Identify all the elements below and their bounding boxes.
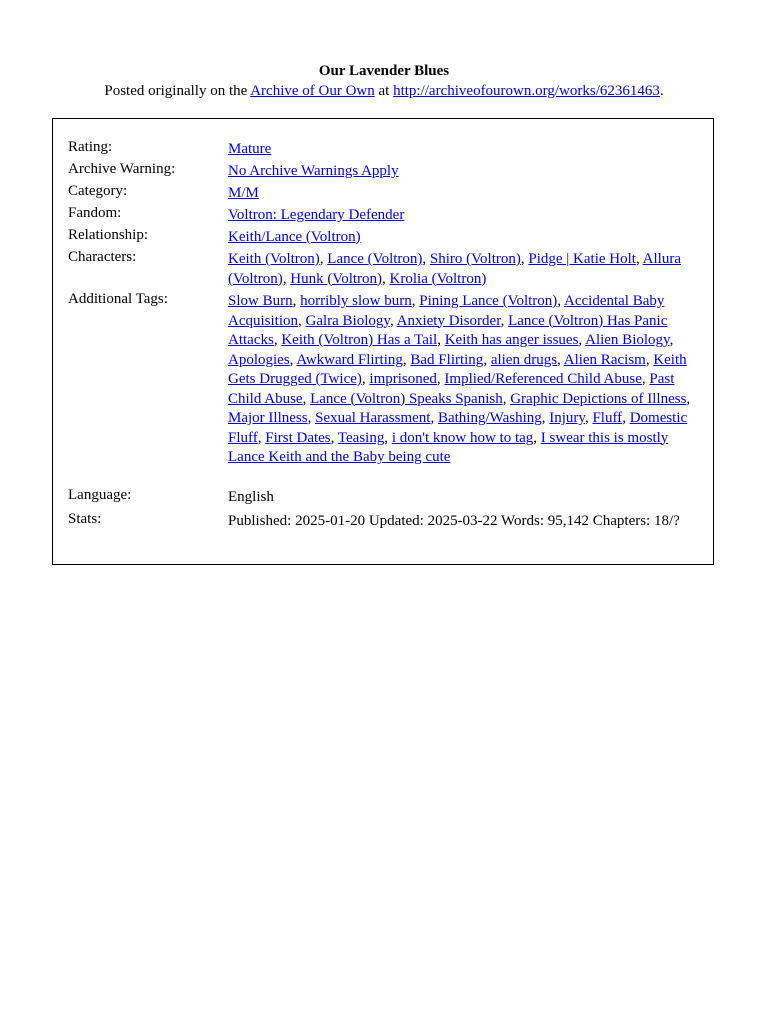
language-label: Language: <box>68 487 132 503</box>
tag-separator: , <box>384 429 392 446</box>
tag-link[interactable]: I swear this is mostly Lance Keith and the Baby being cute <box>228 429 669 465</box>
tag-separator: , <box>669 332 674 348</box>
tag-link[interactable]: Lance (Voltron) Has Panic Attacks <box>228 312 668 348</box>
work-title: Our Lavender Blues <box>318 63 450 79</box>
warning-value <box>228 162 703 182</box>
tag-separator: , <box>578 332 586 348</box>
tag-separator: , <box>483 351 491 368</box>
tag-link[interactable]: Galra Biology <box>305 312 390 329</box>
warning-label: Archive Warning: <box>68 161 176 177</box>
tag-link[interactable]: Bathing/Washing <box>437 410 542 426</box>
tag-link[interactable]: Major Illness <box>228 410 308 426</box>
tag-separator: , <box>289 351 297 368</box>
stats-label: Stats: <box>68 511 102 527</box>
tag-link[interactable]: imprisoned <box>369 371 437 387</box>
tag-link[interactable]: Keith has anger issues <box>444 332 579 348</box>
fandom-label: Fandom: <box>68 205 122 221</box>
tag-link[interactable]: Alien Biology <box>585 332 670 348</box>
tag-separator: , <box>641 371 650 387</box>
category-label: Category: <box>68 183 128 199</box>
tag-separator: , <box>645 351 654 368</box>
rating-value <box>228 140 703 160</box>
tag-link[interactable]: Anxiety Disorder <box>396 312 501 329</box>
tag-separator: , <box>257 429 266 446</box>
tag-link[interactable]: Lance (Voltron) Speaks Spanish <box>310 390 503 407</box>
tag-separator: , <box>319 251 328 267</box>
tag-separator: , <box>361 371 370 387</box>
tag-link[interactable]: horribly slow burn <box>300 293 412 309</box>
posted-line <box>0 82 768 101</box>
tag-link[interactable]: Implied/Referenced Child Abuse <box>444 371 642 387</box>
work-url-link[interactable]: http://archiveofourown.org/works/62361463 <box>393 83 660 99</box>
tag-separator: , <box>292 293 301 309</box>
tag-separator: , <box>330 429 338 446</box>
relationship-label: Relationship: <box>68 227 148 243</box>
category-value <box>228 184 703 204</box>
tag-link[interactable]: Krolia (Voltron) <box>389 270 487 287</box>
tag-link[interactable]: Bad Flirting <box>410 351 484 368</box>
tag-link[interactable]: Accidental Baby Acquisition <box>228 293 665 329</box>
tag-link[interactable]: Graphic Depictions of Illness <box>510 390 687 407</box>
tag-link[interactable]: Allura (Voltron) <box>228 251 681 287</box>
additional-tags-value <box>228 292 703 468</box>
rating-label: Rating: <box>68 139 113 155</box>
tag-separator: , <box>402 351 411 368</box>
tag-link[interactable]: Keith (Voltron) Has a Tail <box>281 332 438 348</box>
tag-link[interactable]: Apologies <box>228 351 290 368</box>
tag-separator: , <box>622 410 630 426</box>
meta-box <box>52 118 714 565</box>
tag-link[interactable]: Sexual Harassment <box>315 410 431 426</box>
tag-separator: , <box>422 251 430 267</box>
tag-link[interactable]: Keith/Lance (Voltron) <box>228 229 361 245</box>
tag-separator: , <box>302 390 311 407</box>
tag-separator: , <box>282 270 291 287</box>
characters-label: Characters: <box>68 249 137 265</box>
tag-link[interactable]: Teasing <box>337 429 385 446</box>
tag-separator: , <box>541 410 550 426</box>
posted-suffix: . <box>659 83 664 99</box>
language-value: English <box>228 489 274 505</box>
tag-link[interactable]: Injury <box>549 410 585 426</box>
posted-mid: at <box>374 83 394 99</box>
tag-separator: , <box>411 293 420 309</box>
fandom-value <box>228 206 703 226</box>
tag-link[interactable]: Keith (Voltron) <box>228 251 320 267</box>
tag-separator: , <box>584 410 593 426</box>
tag-separator: , <box>686 390 691 407</box>
archive-link[interactable]: Archive of Our Own <box>250 83 375 99</box>
tag-link[interactable]: i don't know how to tag <box>391 429 534 446</box>
tag-separator: , <box>382 270 390 287</box>
tag-separator: , <box>500 312 509 329</box>
tag-separator: , <box>389 312 397 329</box>
tag-link[interactable]: Alien Racism <box>563 351 646 368</box>
tag-link[interactable]: Shiro (Voltron) <box>429 251 521 267</box>
tag-separator: , <box>520 251 529 267</box>
tag-separator: , <box>557 351 564 368</box>
tag-link[interactable]: Pidge | Katie Holt <box>528 251 636 267</box>
characters-value <box>228 250 703 289</box>
stats-value: Published: 2025-01-20 Updated: 2025-03-22 Words: 95,142 Chapters: 18/? <box>228 513 680 529</box>
tag-separator: , <box>437 332 445 348</box>
tag-link[interactable]: alien drugs <box>490 351 558 368</box>
posted-prefix: Posted originally on the <box>104 83 251 99</box>
tag-link[interactable]: Domestic Fluff <box>228 410 688 446</box>
tag-separator: , <box>298 312 306 329</box>
relationship-value <box>228 228 703 248</box>
tag-link[interactable]: Awkward Flirting <box>296 351 403 368</box>
tag-separator: , <box>502 390 511 407</box>
tag-link[interactable]: Mature <box>228 141 272 157</box>
tag-link[interactable]: Slow Burn <box>228 293 293 309</box>
tag-link[interactable]: M/M <box>228 185 259 201</box>
tag-link[interactable]: Fluff <box>592 410 623 426</box>
tag-separator: , <box>436 371 445 387</box>
tag-link[interactable]: First Dates <box>265 429 331 446</box>
tag-separator: , <box>533 429 541 446</box>
tag-separator: , <box>273 332 282 348</box>
tag-separator: , <box>430 410 438 426</box>
tag-link[interactable]: Lance (Voltron) <box>327 251 423 267</box>
tag-link[interactable]: Voltron: Legendary Defender <box>228 207 405 223</box>
additional-tags-label: Additional Tags: <box>68 291 168 307</box>
tag-separator: , <box>307 410 316 426</box>
tag-link[interactable]: No Archive Warnings Apply <box>228 163 399 179</box>
tag-link[interactable]: Past Child Abuse <box>228 371 675 407</box>
tag-separator: , <box>557 293 564 309</box>
tag-link[interactable]: Keith Gets Drugged (Twice) <box>228 351 687 387</box>
tag-link[interactable]: Hunk (Voltron) <box>290 270 383 287</box>
tag-link[interactable]: Pining Lance (Voltron) <box>419 293 558 309</box>
tag-separator: , <box>635 251 643 267</box>
